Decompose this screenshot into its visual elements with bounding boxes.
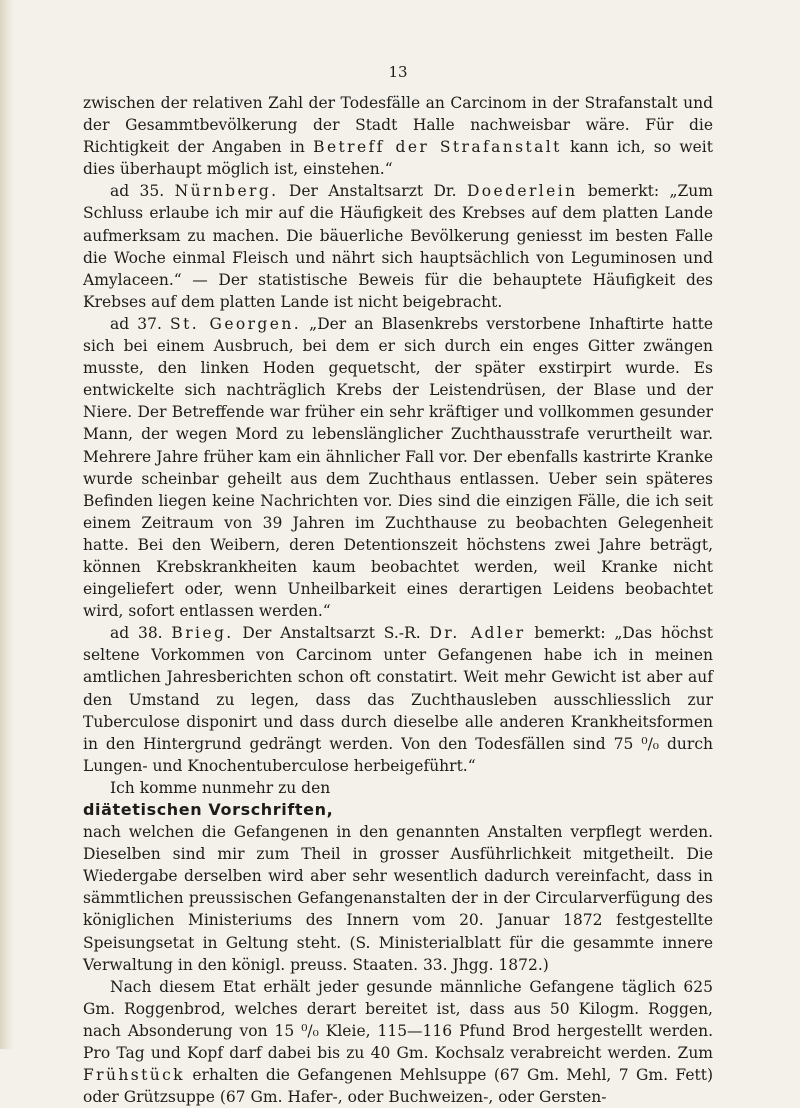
paragraph-brieg: ad 38. Brieg. Der Anstaltsarzt S.-R. Dr. Adler bemerkt: „Das höchst seltene Vorkommen von Carcinom unter Gefangenen habe ich in meinen amtlichen Jahresberichten schon oft constatirt. Weit mehr Gewicht ist aber auf den Umstand zu legen, dass das Zuchthausleben ausschliesslich zur Tuberculose disponirt und dass durch dieselbe alle anderen Krankheitsformen in den Hintergrund gedrängt werden. Von den Todesfällen sind 75 ⁰/₀ durch Lungen- und Knochentuberculose herbeigeführt.“ [83,624,713,775]
paragraph-continuation: zwischen der relativen Zahl der Todesfälle an Carcinom in der Strafanstalt und der Gesammtbevölkerung der Stadt Halle nachweisbar wäre. Für die Richtigkeit der Angaben in Betreff der Strafanstalt kann ich, so weit dies überhaupt möglich ist, einstehen.“ [83,94,713,179]
person-name: Dr. Adler [429,624,526,643]
book-spine-shadow [0,0,14,1049]
page-number: 13 [388,63,408,81]
meal-name: Frühstück [83,1066,185,1085]
person-name: Doederlein [466,182,578,201]
book-page [83,0,713,1107]
place-name: St. Georgen. [170,314,302,333]
paragraph-st-georgen: ad 37. St. Georgen. „Der an Blasenkrebs verstorbene Inhaftirte hatte sich bei einem Ausbruch, bei dem er sich durch ein enges Gitter zwängen musste, den linken Hoden gequetscht, der später exstirpirt wurde. Es entwickelte sich nachträglich Krebs der Leistendrüsen, der Blase und der Niere. Der Betreffende war früher ein sehr kräftiger und vollkommen gesunder Mann, der wegen Mord zu lebenslänglicher Zuchthausstrafe verurtheilt war. Mehrere Jahre früher kam ein ähnlicher Fall vor. Der ebenfalls kastrirte Kranke wurde scheinbar geheilt aus dem Zuchthaus entlassen. Ueber sein späteres Befinden liegen keine Nachrichten vor. Dies sind die einzigen Fälle, die ich seit einem Zeitraum von 39 Jahren im Zuchthause zu beobachten Gelegenheit hatte. Bei den Weibern, deren Detentionszeit höchstens zwei Jahre beträgt, können Krebskrankheiten kaum beobachtet werden, weil Kranke nicht eingeliefert oder, wenn Unheilbarkeit eines derartigen Leidens beobachtet wird, sofort entlassen werden.“ [83,314,713,621]
paragraph-nuernberg: ad 35. Nürnberg. Der Anstaltsarzt Dr. Doederlein bemerkt: „Zum Schluss erlaube ich mir auf die Häufigkeit des Krebses auf dem platten Lande aufmerksam zu machen. Die bäuerliche Bevölkerung geniesst im besten Falle die Woche einmal Fleisch und nährt sich hauptsächlich von Leguminosen und Amylaceen.“ — Der statistische Beweis für die behauptete Häufigkeit des Krebses auf dem platten Lande ist nicht beigebracht. [83,182,713,311]
body-text [83,92,713,1108]
place-name: Nürnberg. [174,182,279,201]
paragraph-intro: Ich komme nunmehr zu den [110,778,331,797]
paragraph-regulations: nach welchen die Gefangenen in den genannten Anstalten verpflegt werden. Dieselben sind mir zum Theil in grosser Ausführlichkeit mitgetheilt. Die Wiedergabe derselben wird aber sehr wesentlich dadurch vereinfacht, dass in sämmtlichen preussischen Gefangenanstalten der in der Circularverfügung des königlichen Ministeriums des Innern vom 20. Januar 1872 festgestellte Speisungsetat in Geltung steht. (S. Ministerialblatt für die gesammte innere Verwaltung in den königl. preuss. Staaten. 33. Jhgg. 1872.) [83,823,713,974]
section-heading: diätetischen Vorschriften, [83,800,334,819]
place-name: Brieg. [171,624,234,643]
paragraph-diet-etat: Nach diesem Etat erhält jeder gesunde männliche Gefangene täglich 625 Gm. Roggenbrod, welches derart bereitet ist, dass aus 50 Kilogm. Roggen, nach Absonderung von 15 ⁰/₀ Kleie, 115—116 Pfund Brod hergestellt werden. Pro Tag und Kopf darf dabei bis zu 40 Gm. Kochsalz verabreicht werden. Zum Frühstück erhalten die Gefangenen Mehlsuppe (67 Gm. Mehl, 7 Gm. Fett) oder Grützsuppe (67 Gm. Hafer-, oder Buchweizen-, oder Gersten- [83,977,713,1107]
